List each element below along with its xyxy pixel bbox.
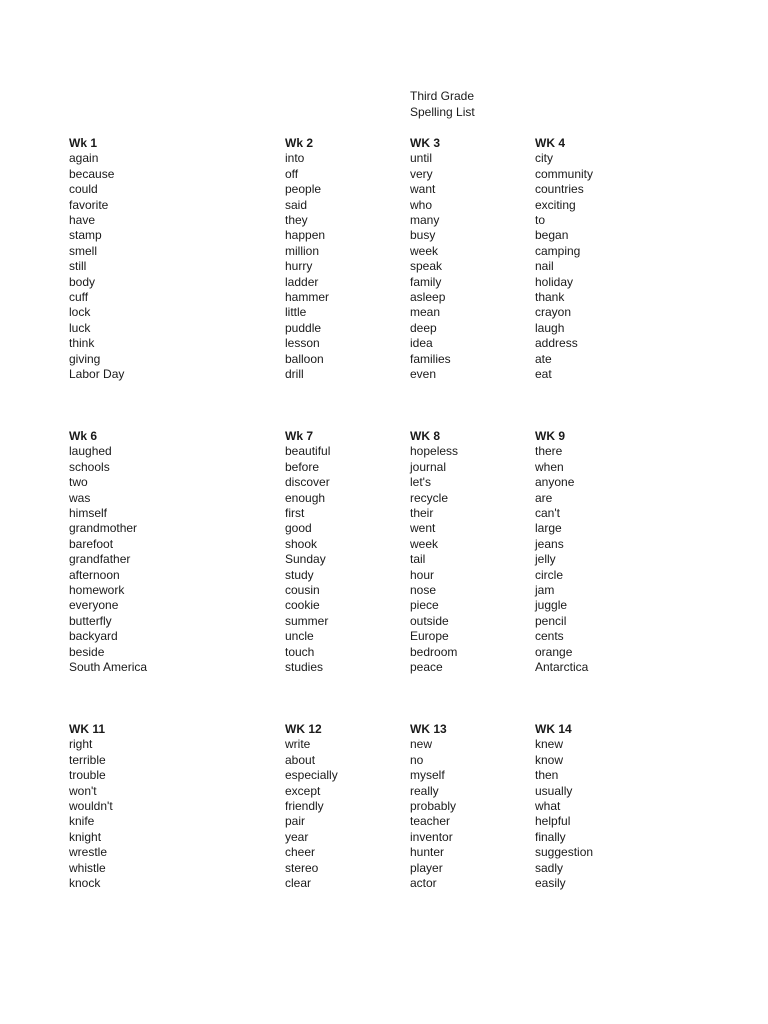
spelling-word: they — [285, 213, 308, 228]
spelling-word: player — [410, 860, 443, 875]
week-column — [535, 722, 593, 891]
spelling-word: off — [285, 166, 299, 181]
title-line-1: Third Grade — [410, 89, 475, 103]
week-column — [69, 136, 124, 383]
spelling-word: went — [410, 521, 436, 536]
spelling-word: happen — [285, 228, 326, 243]
spelling-word: probably — [410, 799, 457, 814]
spelling-word: studies — [285, 660, 324, 675]
spelling-word: finally — [535, 829, 566, 844]
spelling-word: barefoot — [69, 536, 114, 551]
spelling-word: family — [410, 274, 442, 289]
spelling-word: lesson — [285, 336, 320, 351]
spelling-word: suggestion — [535, 845, 594, 860]
spelling-word: to — [535, 213, 546, 228]
spelling-word: could — [69, 182, 98, 197]
spelling-word: cuff — [69, 290, 89, 305]
week-column — [410, 136, 451, 383]
spelling-word: everyone — [69, 598, 119, 613]
spelling-word: ladder — [285, 274, 319, 289]
spelling-word: knife — [69, 814, 95, 829]
week-header: WK 13 — [410, 722, 447, 736]
spelling-word: balloon — [285, 351, 324, 366]
spelling-word: discover — [285, 475, 330, 490]
spelling-word: cookie — [285, 598, 320, 613]
spelling-word: stamp — [69, 228, 102, 243]
spelling-word: week — [410, 536, 439, 551]
spelling-word: grandfather — [69, 552, 131, 567]
spelling-word: cheer — [285, 845, 316, 860]
spelling-word: camping — [535, 243, 581, 258]
spelling-word: except — [285, 783, 321, 798]
spelling-word: anyone — [535, 475, 575, 490]
spelling-word: speak — [410, 259, 443, 274]
spelling-word: teacher — [410, 814, 451, 829]
spelling-word: orange — [535, 644, 573, 659]
spelling-word: wouldn't — [69, 799, 113, 814]
spelling-word: countries — [535, 182, 584, 197]
spelling-word: before — [285, 459, 320, 474]
spelling-word: sadly — [535, 860, 564, 875]
spelling-word: until — [410, 151, 433, 166]
spelling-word: body — [69, 274, 96, 289]
week-header: Wk 7 — [285, 429, 314, 443]
spelling-word: what — [535, 799, 561, 814]
spelling-word: crayon — [535, 305, 572, 320]
week-header: Wk 6 — [69, 429, 98, 443]
spelling-word: circle — [535, 567, 564, 582]
spelling-word: was — [69, 490, 91, 505]
spelling-word: asleep — [410, 290, 446, 305]
spelling-word: can't — [535, 506, 560, 521]
week-column — [410, 429, 458, 676]
spelling-word: homework — [69, 583, 125, 598]
spelling-word: smell — [69, 243, 98, 258]
spelling-word: million — [285, 243, 320, 258]
spelling-word: laugh — [535, 320, 565, 335]
spelling-word: year — [285, 829, 309, 844]
spelling-word: first — [285, 506, 305, 521]
spelling-word: knight — [69, 829, 102, 844]
spelling-word: two — [69, 475, 88, 490]
spelling-word: because — [69, 166, 115, 181]
spelling-word: himself — [69, 506, 108, 521]
spelling-word: jam — [535, 583, 555, 598]
spelling-word: enough — [285, 490, 326, 505]
spelling-word: again — [69, 151, 99, 166]
spelling-word: city — [535, 151, 553, 166]
spelling-word: hammer — [285, 290, 330, 305]
spelling-word: inventor — [410, 829, 453, 844]
spelling-word: juggle — [535, 598, 568, 613]
spelling-word: nose — [410, 583, 437, 598]
spelling-word: South America — [69, 660, 148, 675]
spelling-word: large — [535, 521, 562, 536]
spelling-word: clear — [285, 876, 312, 891]
spelling-word: luck — [69, 320, 91, 335]
spelling-word: very — [410, 166, 433, 181]
spelling-word: butterfly — [69, 613, 112, 628]
spelling-word: actor — [410, 876, 437, 891]
spelling-word: usually — [535, 783, 573, 798]
spelling-word: whistle — [69, 860, 106, 875]
spelling-word: deep — [410, 320, 437, 335]
spelling-word: stereo — [285, 860, 319, 875]
week-column — [535, 429, 588, 676]
spelling-word: backyard — [69, 629, 118, 644]
spelling-word: friendly — [285, 799, 324, 814]
spelling-word: cousin — [285, 583, 320, 598]
spelling-word: eat — [535, 367, 552, 382]
spelling-word: bedroom — [410, 644, 458, 659]
spelling-word: busy — [410, 228, 436, 243]
week-header: WK 14 — [535, 722, 572, 736]
week-header: Wk 2 — [285, 136, 314, 150]
spelling-word: beside — [69, 644, 105, 659]
week-column — [285, 429, 330, 676]
week-column — [69, 722, 113, 891]
spelling-word: even — [410, 367, 437, 382]
spelling-word: holiday — [535, 274, 574, 289]
spelling-word: study — [285, 567, 314, 582]
spelling-word: idea — [410, 336, 433, 351]
week-column — [410, 722, 456, 891]
spelling-word: families — [410, 351, 451, 366]
spelling-word: pencil — [535, 613, 567, 628]
spelling-word: hopeless — [410, 444, 459, 459]
spelling-word: jeans — [535, 536, 564, 551]
spelling-word: beautiful — [285, 444, 331, 459]
spelling-word: shook — [285, 536, 318, 551]
spelling-word: ate — [535, 351, 552, 366]
page-title — [410, 89, 475, 120]
spelling-word: then — [535, 768, 559, 783]
spelling-word: Europe — [410, 629, 449, 644]
spelling-word: laughed — [69, 444, 112, 459]
spelling-word: piece — [410, 598, 439, 613]
spelling-word: lock — [69, 305, 91, 320]
spelling-word: no — [410, 752, 424, 767]
spelling-word: there — [535, 444, 563, 459]
spelling-word: into — [285, 151, 305, 166]
spelling-word: pair — [285, 814, 306, 829]
spelling-word: recycle — [410, 490, 449, 505]
spelling-word: know — [535, 752, 564, 767]
spelling-word: Sunday — [285, 552, 326, 567]
week-header: WK 4 — [535, 136, 565, 150]
spelling-word: jelly — [535, 552, 556, 567]
spelling-word: have — [69, 213, 96, 228]
spelling-word: helpful — [535, 814, 571, 829]
week-header: WK 12 — [285, 722, 322, 736]
spelling-word: new — [410, 737, 433, 752]
spelling-word: week — [410, 243, 439, 258]
week-header: WK 8 — [410, 429, 440, 443]
spelling-word: hour — [410, 567, 435, 582]
spelling-word: tail — [410, 552, 426, 567]
spelling-word: wrestle — [69, 845, 108, 860]
week-header: Wk 1 — [69, 136, 98, 150]
spelling-word: little — [285, 305, 307, 320]
week-column — [535, 136, 593, 383]
spelling-word: especially — [285, 768, 338, 783]
spelling-word: touch — [285, 644, 315, 659]
week-column — [69, 429, 147, 676]
week-column — [285, 136, 329, 383]
spelling-word: favorite — [69, 197, 109, 212]
spelling-word: puddle — [285, 320, 322, 335]
spelling-word: trouble — [69, 768, 106, 783]
spelling-word: knock — [69, 876, 101, 891]
spelling-word: address — [535, 336, 578, 351]
spelling-word: mean — [410, 305, 441, 320]
spelling-word: Antarctica — [535, 660, 589, 675]
week-column — [285, 722, 338, 891]
spelling-word: really — [410, 783, 439, 798]
week-header: WK 9 — [535, 429, 565, 443]
spelling-word: terrible — [69, 752, 106, 767]
spelling-word: won't — [69, 783, 97, 798]
spelling-word: schools — [69, 459, 110, 474]
spelling-word: peace — [410, 660, 443, 675]
spelling-word: said — [285, 197, 308, 212]
spelling-word: people — [285, 182, 322, 197]
spelling-word: uncle — [285, 629, 314, 644]
spelling-word: exciting — [535, 197, 576, 212]
week-header: WK 11 — [69, 722, 106, 736]
spelling-word: write — [285, 737, 311, 752]
spelling-word: think — [69, 336, 95, 351]
spelling-word: afternoon — [69, 567, 120, 582]
spelling-word: began — [535, 228, 569, 243]
spelling-word: community — [535, 166, 594, 181]
spelling-word: easily — [535, 876, 566, 891]
spelling-word: when — [535, 459, 564, 474]
spelling-word: outside — [410, 613, 449, 628]
spelling-word: nail — [535, 259, 554, 274]
spelling-word: thank — [535, 290, 565, 305]
spelling-word: grandmother — [69, 521, 138, 536]
spelling-word: drill — [285, 367, 304, 382]
spelling-word: journal — [410, 459, 447, 474]
spelling-word: are — [535, 490, 553, 505]
week-header: WK 3 — [410, 136, 440, 150]
spelling-word: Labor Day — [69, 367, 125, 382]
spelling-word: summer — [285, 613, 329, 628]
spelling-word: hurry — [285, 259, 313, 274]
spelling-word: about — [285, 752, 316, 767]
spelling-word: good — [285, 521, 312, 536]
spelling-word: hunter — [410, 845, 445, 860]
spelling-word: want — [410, 182, 436, 197]
spelling-word: cents — [535, 629, 564, 644]
spelling-word: still — [69, 259, 87, 274]
title-line-2: Spelling List — [410, 104, 475, 119]
spelling-word: giving — [69, 351, 101, 366]
spelling-word: let's — [410, 475, 431, 490]
spelling-word: myself — [410, 768, 445, 783]
spelling-word: their — [410, 506, 434, 521]
spelling-word: right — [69, 737, 93, 752]
spelling-word: many — [410, 213, 440, 228]
spelling-word: knew — [535, 737, 564, 752]
spelling-word: who — [410, 197, 433, 212]
